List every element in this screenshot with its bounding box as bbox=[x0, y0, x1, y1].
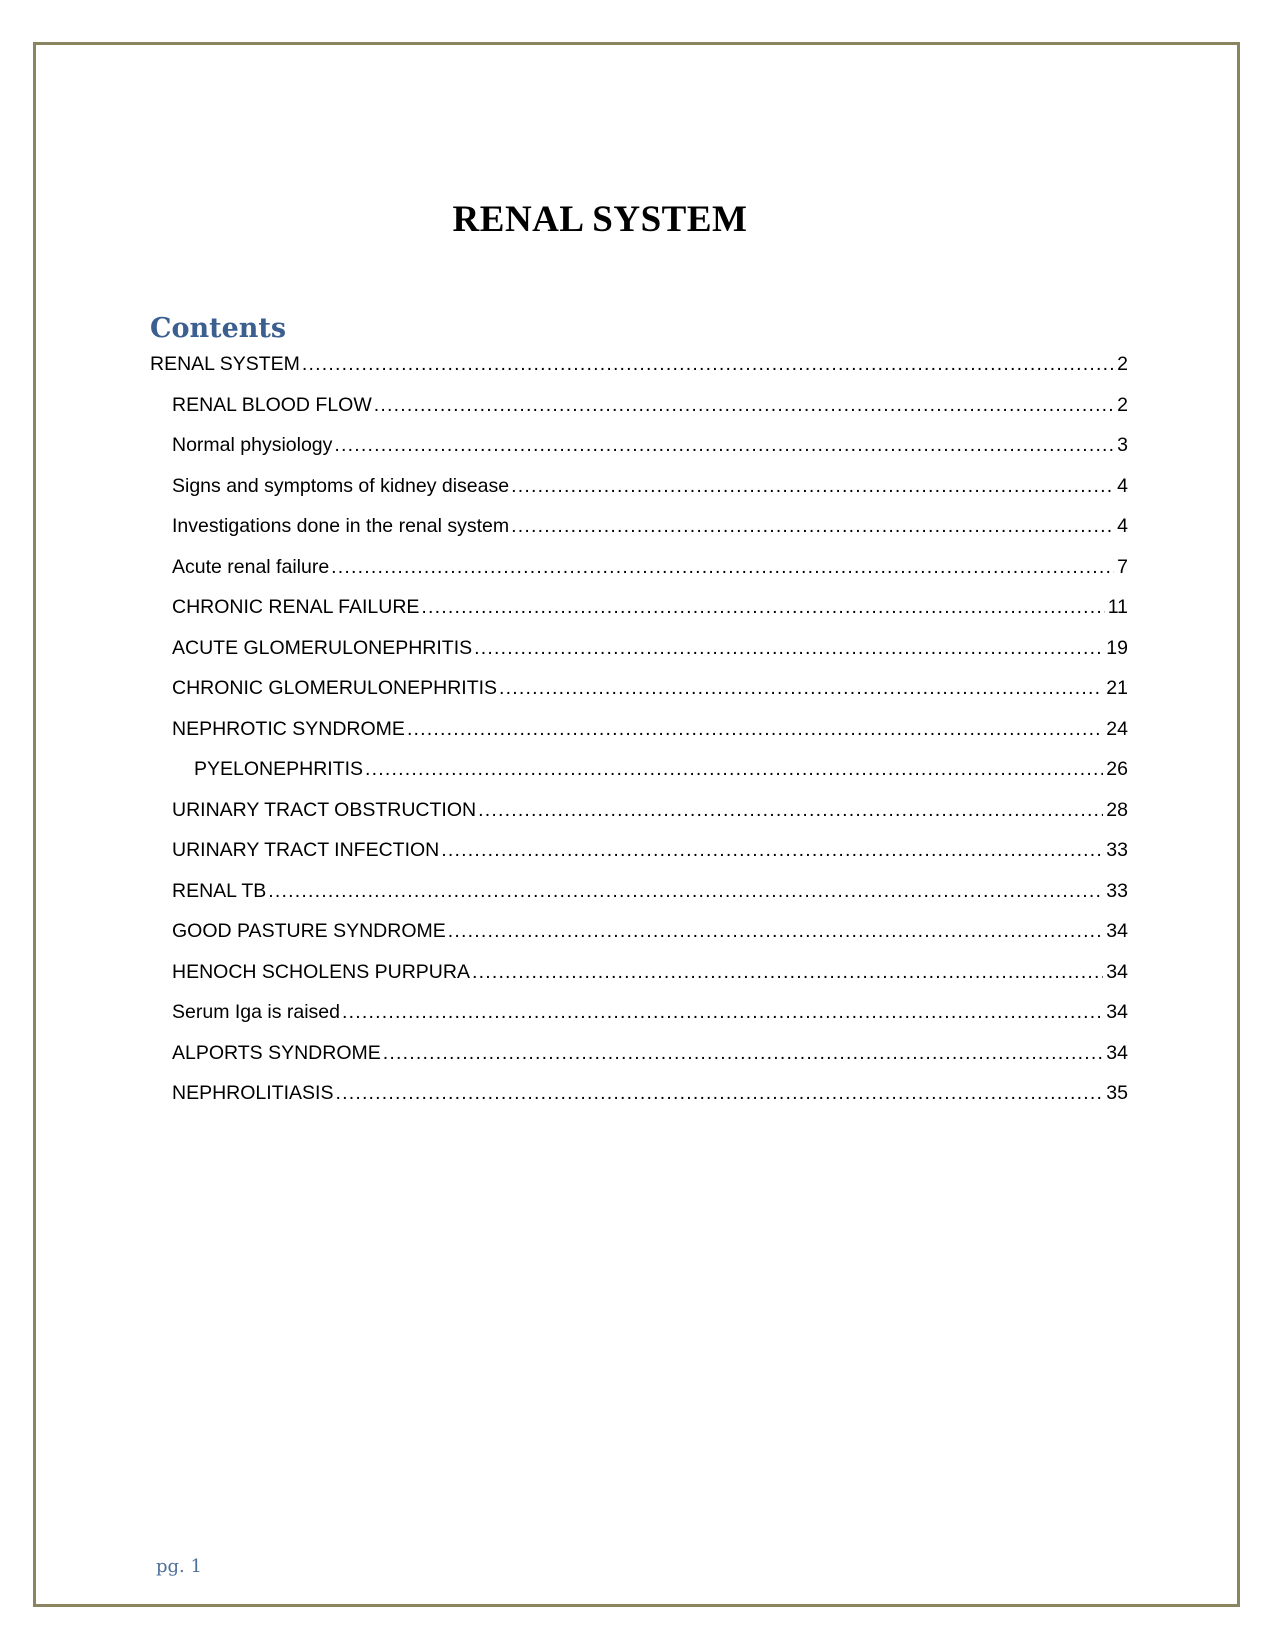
toc-dot-leader bbox=[441, 835, 1103, 865]
toc-entry-label: Acute renal failure bbox=[172, 555, 330, 578]
toc-dot-leader bbox=[302, 349, 1114, 379]
toc-entry[interactable] bbox=[172, 1078, 1128, 1108]
toc-dot-leader bbox=[335, 1078, 1103, 1108]
toc-entry-page-number: 28 bbox=[1106, 798, 1128, 821]
toc-entry-page-number: 24 bbox=[1106, 717, 1128, 740]
toc-dot-leader bbox=[383, 1038, 1104, 1068]
toc-entry[interactable] bbox=[172, 471, 1128, 501]
toc-entry[interactable] bbox=[172, 876, 1128, 906]
toc-dot-leader bbox=[407, 714, 1103, 744]
toc-entry[interactable] bbox=[172, 916, 1128, 946]
toc-dot-leader bbox=[342, 997, 1103, 1027]
toc-dot-leader bbox=[478, 795, 1103, 825]
toc-entry-label: HENOCH SCHOLENS PURPURA bbox=[172, 960, 470, 983]
toc-dot-leader bbox=[331, 552, 1114, 582]
toc-entry-label: Serum Iga is raised bbox=[172, 1001, 340, 1023]
toc-entry[interactable] bbox=[150, 349, 1128, 379]
toc-entry[interactable] bbox=[194, 754, 1128, 784]
toc-dot-leader bbox=[374, 390, 1114, 420]
toc-entry[interactable] bbox=[172, 511, 1128, 541]
footer-page-number: pg. 1 bbox=[156, 1556, 202, 1577]
toc-dot-leader bbox=[365, 754, 1103, 784]
document-title: RENAL SYSTEM bbox=[452, 199, 748, 240]
toc-entry-label: Investigations done in the renal system bbox=[172, 515, 510, 537]
toc-entry-page-number: 35 bbox=[1106, 1082, 1128, 1104]
page-border bbox=[33, 42, 1240, 1607]
toc-entry-page-number: 19 bbox=[1106, 636, 1128, 659]
toc-entry-page-number: 2 bbox=[1117, 353, 1128, 375]
toc-entry[interactable] bbox=[172, 795, 1128, 825]
toc-entry-label: ACUTE GLOMERULONEPHRITIS bbox=[172, 636, 473, 659]
toc-entry-label: NEPHROLITIASIS bbox=[172, 1082, 334, 1104]
toc-entry-label: ALPORTS SYNDROME bbox=[172, 1041, 381, 1064]
toc-entry-label: RENAL TB bbox=[172, 879, 267, 902]
toc-entry[interactable] bbox=[172, 1038, 1128, 1068]
toc-dot-leader bbox=[268, 876, 1103, 906]
toc-entry-label: RENAL BLOOD FLOW bbox=[172, 393, 372, 416]
toc-dot-leader bbox=[448, 916, 1104, 946]
contents-heading: Contents bbox=[150, 313, 287, 344]
toc-entry-page-number: 11 bbox=[1107, 596, 1128, 618]
toc-entry-label: Normal physiology bbox=[172, 434, 333, 456]
toc-entry[interactable] bbox=[172, 835, 1128, 865]
toc-entry-page-number: 33 bbox=[1106, 879, 1128, 902]
toc-entry-label: GOOD PASTURE SYNDROME bbox=[172, 920, 446, 942]
toc-entry-page-number: 34 bbox=[1106, 1001, 1128, 1023]
toc-dot-leader bbox=[474, 633, 1103, 663]
toc-entry-page-number: 7 bbox=[1117, 555, 1128, 578]
toc-dot-leader bbox=[511, 471, 1114, 501]
toc-entry-page-number: 34 bbox=[1106, 920, 1128, 942]
toc-entry-page-number: 21 bbox=[1106, 677, 1128, 699]
toc-entry[interactable] bbox=[172, 430, 1128, 460]
toc-dot-leader bbox=[511, 511, 1114, 541]
toc-entry-label: URINARY TRACT INFECTION bbox=[172, 839, 440, 861]
toc-dot-leader bbox=[334, 430, 1114, 460]
toc-entry[interactable] bbox=[172, 957, 1128, 987]
toc-entry-page-number: 2 bbox=[1117, 393, 1128, 416]
toc-entry-page-number: 4 bbox=[1117, 515, 1128, 537]
toc-entry-label: URINARY TRACT OBSTRUCTION bbox=[172, 798, 477, 821]
toc-entry-label: NEPHROTIC SYNDROME bbox=[172, 717, 405, 740]
toc-entry-page-number: 33 bbox=[1106, 839, 1128, 861]
toc-entry-page-number: 3 bbox=[1117, 434, 1128, 456]
toc-entry-label: PYELONEPHRITIS bbox=[194, 758, 364, 780]
toc-entry-label: CHRONIC RENAL FAILURE bbox=[172, 596, 420, 618]
toc-dot-leader bbox=[421, 592, 1104, 622]
toc-dot-leader bbox=[499, 673, 1103, 703]
toc-entry-page-number: 34 bbox=[1106, 960, 1128, 983]
toc-entry[interactable] bbox=[172, 997, 1128, 1027]
toc-entry[interactable] bbox=[172, 633, 1128, 663]
toc-entry-label: Signs and symptoms of kidney disease bbox=[172, 474, 510, 497]
toc-entry[interactable] bbox=[172, 673, 1128, 703]
toc-entry-page-number: 34 bbox=[1106, 1041, 1128, 1064]
toc-entry[interactable] bbox=[172, 552, 1128, 582]
toc-entry-page-number: 26 bbox=[1106, 758, 1128, 780]
toc-entry[interactable] bbox=[172, 592, 1128, 622]
toc-entry-page-number: 4 bbox=[1117, 474, 1128, 497]
toc-dot-leader bbox=[472, 957, 1103, 987]
toc-entry-label: CHRONIC GLOMERULONEPHRITIS bbox=[172, 677, 498, 699]
toc-entry-label: RENAL SYSTEM bbox=[150, 353, 300, 375]
toc-entry[interactable] bbox=[172, 390, 1128, 420]
toc-entry[interactable] bbox=[172, 714, 1128, 744]
